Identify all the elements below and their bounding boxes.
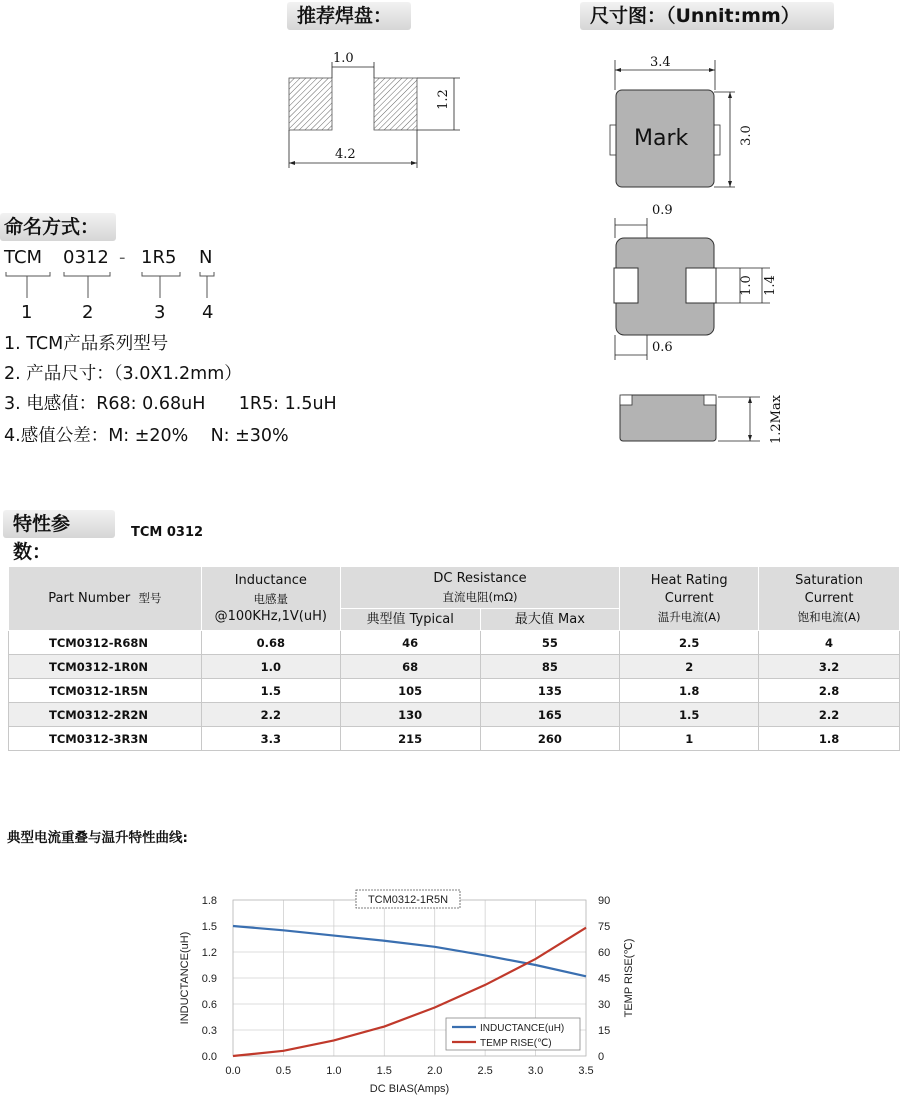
inductance-line bbox=[233, 926, 586, 976]
table-row: TCM0312-1R0N 1.0 68 85 2 3.2 bbox=[9, 655, 900, 679]
x-tick-label: 1.0 bbox=[326, 1065, 342, 1077]
mark-label: Mark bbox=[634, 126, 689, 151]
legend-label: INDUCTANCE(uH) bbox=[480, 1023, 565, 1034]
dims-header: 尺寸图：（Unnit:mm） bbox=[580, 2, 834, 30]
naming-code-3: 1R5 bbox=[141, 247, 177, 268]
pad-right bbox=[374, 78, 417, 130]
naming-code-2: 0312 bbox=[63, 247, 109, 268]
naming-list-1: 1. TCM产品系列型号 bbox=[4, 334, 169, 354]
th-dcr: DC Resistance 直流电阻(mΩ) bbox=[340, 567, 620, 609]
th-sat: Saturation Current 饱和电流(A) bbox=[759, 567, 900, 631]
y2-tick-label: 90 bbox=[598, 895, 611, 907]
specs-header: 特性参数： bbox=[3, 510, 115, 538]
chart-title: TCM0312-1R5N bbox=[367, 894, 449, 906]
pad-height-label: 1.2 bbox=[435, 89, 451, 110]
naming-index-2: 2 bbox=[82, 302, 94, 323]
naming-code-1: TCM bbox=[4, 247, 43, 268]
pad-header: 推荐焊盘： bbox=[287, 2, 411, 30]
y2-tick-label: 30 bbox=[598, 999, 611, 1011]
table-row: TCM0312-3R3N 3.3 215 260 1 1.8 bbox=[9, 727, 900, 751]
naming-index-1: 1 bbox=[21, 302, 33, 323]
body-width-label: 3.4 bbox=[650, 55, 671, 70]
x-tick-label: 0.5 bbox=[275, 1065, 292, 1077]
th-heat: Heat Rating Current 温升电流(A) bbox=[620, 567, 759, 631]
y2-tick-label: 15 bbox=[598, 1025, 611, 1037]
y-axis-label: INDUCTANCE(uH) bbox=[179, 931, 191, 1025]
term-pad-label: 1.4 bbox=[762, 275, 778, 296]
characteristic-chart bbox=[170, 880, 650, 1110]
pad-drawing bbox=[270, 40, 470, 180]
naming-list-4: 4.感值公差：M: ±20% N: ±30% bbox=[4, 426, 289, 446]
specs-subheader: TCM 0312 bbox=[131, 525, 204, 540]
naming-index-3: 3 bbox=[154, 302, 166, 323]
naming-header: 命名方式： bbox=[0, 213, 116, 241]
x-tick-label: 3.5 bbox=[578, 1065, 594, 1077]
th-dcr-typ: 典型值 Typical bbox=[340, 609, 480, 631]
x-tick-label: 2.5 bbox=[477, 1065, 493, 1077]
x-axis-label: DC BIAS(Amps) bbox=[369, 1083, 450, 1095]
pad-left bbox=[289, 78, 332, 130]
body-height-label: 3.0 bbox=[738, 125, 754, 146]
body-side-view bbox=[620, 395, 716, 441]
y2-tick-label: 60 bbox=[598, 947, 611, 959]
pad-gap-label: 1.0 bbox=[333, 51, 354, 66]
x-tick-label: 3.0 bbox=[527, 1065, 544, 1077]
y-tick-label: 0.9 bbox=[201, 973, 217, 985]
y-tick-label: 0.3 bbox=[201, 1025, 217, 1037]
x-tick-label: 1.5 bbox=[376, 1065, 392, 1077]
term-width-label: 0.9 bbox=[652, 203, 673, 218]
y2-tick-label: 45 bbox=[598, 973, 611, 985]
naming-dash: - bbox=[119, 247, 126, 268]
pad-total-label: 4.2 bbox=[335, 147, 356, 162]
dimension-drawing bbox=[600, 50, 780, 450]
y2-tick-label: 0 bbox=[598, 1051, 605, 1063]
max-height-label: 1.2Max bbox=[769, 394, 785, 445]
y-tick-label: 1.8 bbox=[201, 895, 217, 907]
th-dcr-max: 最大值 Max bbox=[480, 609, 620, 631]
naming-index-4: 4 bbox=[202, 302, 214, 323]
y-tick-label: 1.5 bbox=[201, 921, 217, 933]
y-tick-label: 1.2 bbox=[201, 947, 217, 959]
term-bottom-label: 0.6 bbox=[652, 340, 673, 355]
naming-list-3: 3. 电感值：R68: 0.68uH 1R5: 1.5uH bbox=[4, 394, 337, 414]
spec-table bbox=[8, 566, 900, 751]
th-inductance: Inductance 电感量 @100KHz,1V(uH) bbox=[201, 567, 340, 631]
legend-label: TEMP RISE(℃) bbox=[480, 1038, 552, 1049]
term-height-label: 1.0 bbox=[738, 275, 754, 296]
y-tick-label: 0.0 bbox=[201, 1051, 217, 1063]
table-row: TCM0312-1R5N 1.5 105 135 1.8 2.8 bbox=[9, 679, 900, 703]
naming-code-4: N bbox=[199, 247, 213, 268]
th-part: Part Number 型号 bbox=[9, 567, 202, 631]
table-row: TCM0312-R68N 0.68 46 55 2.5 4 bbox=[9, 631, 900, 655]
table-row: TCM0312-2R2N 2.2 130 165 1.5 2.2 bbox=[9, 703, 900, 727]
y2-axis-label: TEMP RISE(℃) bbox=[623, 938, 635, 1018]
x-tick-label: 0.0 bbox=[225, 1065, 241, 1077]
y2-tick-label: 75 bbox=[598, 921, 611, 933]
naming-brackets bbox=[0, 270, 230, 300]
curve-header: 典型电流重叠与温升特性曲线: bbox=[7, 830, 188, 846]
x-tick-label: 2.0 bbox=[427, 1065, 443, 1077]
naming-list-2: 2. 产品尺寸：（3.0X1.2mm） bbox=[4, 364, 242, 384]
y-tick-label: 0.6 bbox=[201, 999, 217, 1011]
